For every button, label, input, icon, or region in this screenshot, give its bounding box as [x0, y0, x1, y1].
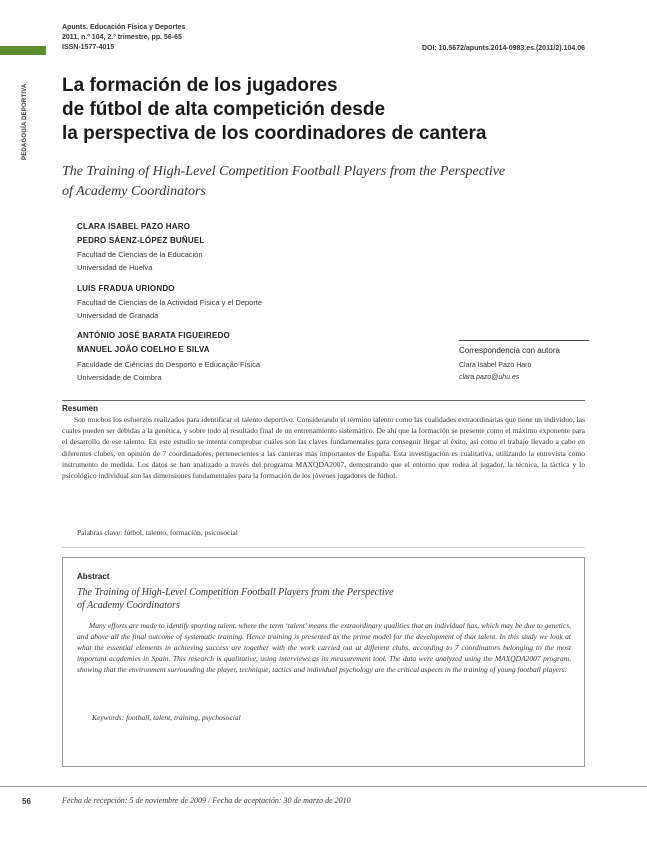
issue-info: 2011, n.º 104, 2.º trimestre, pp. 56-65 [62, 34, 182, 41]
title-line: de fútbol de alta competición desde [62, 99, 386, 120]
doi: DOI: 10.5672/apunts.2014-0983.es.(2011/2).104.06 [421, 45, 585, 52]
correspondence-email[interactable]: clara.pazo@uhu.es [459, 374, 520, 381]
abstract-keywords: Keywords: football, talent, training, psychosocial [92, 713, 241, 722]
author-affiliation: Universidad de Granada [77, 311, 159, 320]
title-line: La formación de los jugadores [62, 75, 338, 96]
author-affiliation: Faculdade de Ciências do Desporto e Educação Física [77, 360, 261, 369]
author-affiliation: Facultad de Ciencias de la Educación [77, 250, 203, 259]
author-affiliation: Universidade de Coimbra [77, 373, 162, 382]
author-name: MANUEL JOÃO COELHO E SILVA [77, 345, 210, 354]
correspondence-rule [459, 340, 589, 341]
abstract-heading: Abstract [77, 572, 110, 581]
palabras-clave: Palabras clave: fútbol, talento, formación, psicosocial [77, 528, 238, 537]
title-en-line: of Academy Coordinators [62, 184, 206, 199]
article-title [62, 74, 602, 146]
abstract-body: Many efforts are made to identify sporting talent, where the term ‘talent’ means the extraordinary qualities that an individual has, which may be due to genetics, and above all the final outcome of systematic training. Hence training is presented as the prime model for the development of that talent. In this study we look at what the essential elements in achieving success are together with the work carried out at different clubs, according to 7 coordinators belonging to the most important academies in Spain. This research is qualitative, using interviews as its measurement tool. The data were analyzed using the MAXQDA2007 program, showing that the environment surrounding the player, technique, tactics and individual psychology are the critical aspects in the training of young football players. [77, 621, 571, 674]
issn: ISSN-1577-4015 [62, 44, 115, 51]
received-accepted-dates: Fecha de recepción: 5 de noviembre de 2009 / Fecha de aceptación: 30 de marzo de 2010 [62, 796, 351, 805]
author-name: LUIS FRADUA URIONDO [77, 284, 175, 293]
author-affiliation: Universidad de Huelva [77, 263, 153, 272]
correspondence-name: Clara Isabel Pazo Haro [459, 362, 532, 369]
section-side-label: PEDAGOGÍA DEPORTIVA [22, 83, 28, 160]
footer-divider [0, 786, 647, 787]
author-name: CLARA ISABEL PAZO HARO [77, 222, 191, 231]
abstract-title-line: of Academy Coordinators [77, 600, 180, 611]
resumen-divider [62, 400, 585, 401]
resumen-body: Son muchos los esfuerzos realizados para identificar el talento deportivo. Considerando el término talento como las cualidades extraordinarias que tiene un individuo, las cuales pueden ser debidas a la genética, y sobre todo al resultado final de un entrenamiento sistemático. De ahí que la formación se presente como el máximo exponente para el desarrollo de ese talento. En este estudio se intenta comprobar cuáles son las claves fundamentales para conseguir llegar al éxito, así como el trabajo llevado a cabo en diferentes clubes, en opinión de 7 coordinadores, pertenecientes a las canteras más importantes de España. Esta investigación es cualitativa, utilizando la entrevista como instrumento de medida. Los datos se han analizado a través del programa MAXQDA2007, demostrando que el entorno que rodea al jugador, la técnica, la táctica y lo psicológico individual son las dimensiones fundamentales para la formación de los jóvenes jugadores de fútbol. [62, 415, 585, 481]
abstract-title [77, 586, 557, 612]
page-number: 56 [22, 797, 31, 806]
correspondence-heading: Correspondencia con autora [459, 346, 560, 355]
journal-name: Apunts. Educación Física y Deportes [62, 24, 186, 31]
section-color-bar [0, 46, 46, 55]
keywords-divider [62, 547, 585, 548]
author-affiliation: Facultad de Ciencias de la Actividad Física y el Deporte [77, 298, 263, 307]
resumen-heading: Resumen [62, 404, 99, 413]
title-en-line: The Training of High-Level Competition Football Players from the Perspective [62, 164, 506, 179]
author-name: PEDRO SÁENZ-LÓPEZ BUÑUEL [77, 236, 205, 245]
article-title-english [62, 162, 602, 202]
abstract-title-line: The Training of High-Level Competition Football Players from the Perspective [77, 587, 394, 598]
author-name: ANTÓNIO JOSÉ BARATA FIGUEIREDO [77, 331, 230, 340]
title-line: la perspectiva de los coordinadores de cantera [62, 123, 487, 144]
